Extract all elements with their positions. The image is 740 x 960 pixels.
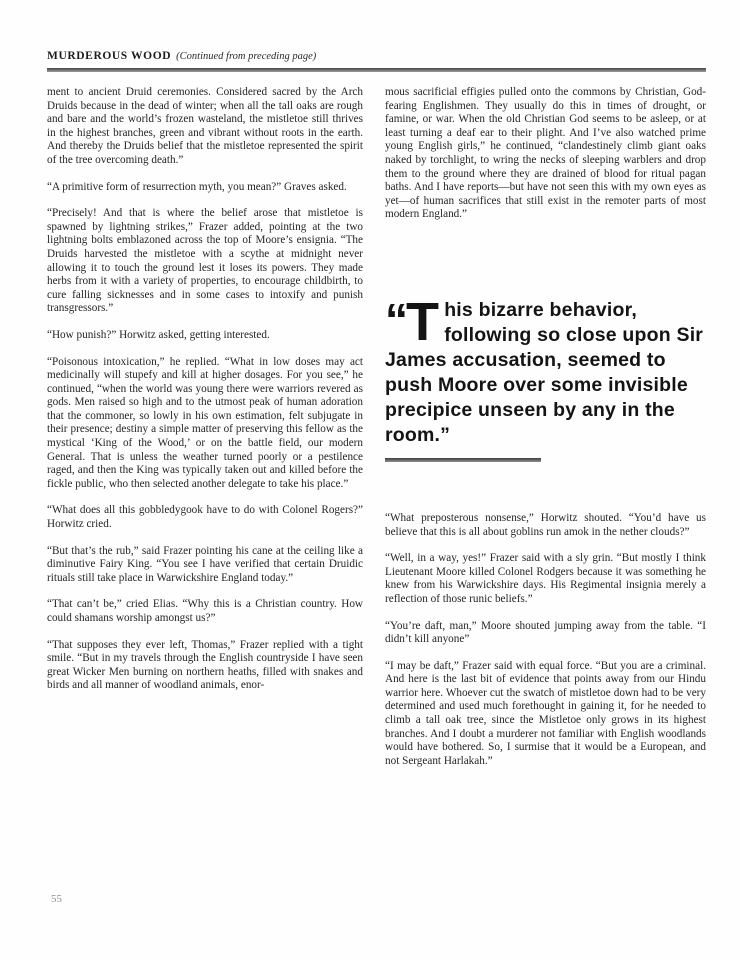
paragraph: “Poisonous intoxication,” he replied. “What in low doses may act medicinally will stupefy and kill at higher dosages. For you see,” he continued, “when the world was young there were warriors revered as gods. Men raised so high and to the utmost peak of human adoration that the commoner, so lowly in his own estimation, felt subjugate in their presence; destiny a simple matter of preserving this fellow as the mystical ‘King of the Wood,’ or on the battle field, our modern General. That is unless the weather turned poorly or a pestilence raged, and then the King was typically taken out and killed before the fickle public, who then selected another delegate to take his place.” bbox=[47, 355, 363, 490]
paragraph: “That can’t be,” cried Elias. “Why this is a Christian country. How could shamans worship amongst us?” bbox=[47, 598, 363, 624]
article-title: MURDEROUS WOOD bbox=[47, 50, 172, 62]
paragraph: ment to ancient Druid ceremonies. Considered sacred by the Arch Druids because in the dead of winter; when all the tall oaks are rough and bare and the world’s frozen wasteland, the mistletoe still thrives in the highest branches, green and vibrant without roots in the earth. And thereby the Druids belief that the mistletoe represented the spirit of the tree overcoming death.” bbox=[47, 86, 363, 166]
paragraph: “How punish?” Horwitz asked, getting interested. bbox=[47, 328, 270, 341]
paragraph: “That supposes they ever left, Thomas,” Frazer replied with a tight smile. “But in my travels through the English countryside I have seen great Wicker Men burning on northern heaths, filled with snakes and birds and all manner of woodland animals, enor- bbox=[47, 638, 363, 692]
paragraph: “What does all this gobbledygook have to do with Colonel Rogers?” Horwitz cried. bbox=[47, 504, 363, 531]
paragraph: mous sacrificial effigies pulled onto the commons by Christian, God-fearing Englishmen. They usually do this in times of drought, or famine, or war. When the old Christian God seems to be asleep, or at least turning a deaf ear to their plight. And I’ve also watched prime young English girls,” he continued, “clandestinely climb giant oaks naked by torchlight, to wring the necks of sleeping warblers and drop them to the ground where they are drained of blood for ritual pagan baths. And I have reports—but have not seen this with my own eyes as yet—of human sacrifices that still exist in the remoter parts of most modern England.” bbox=[385, 86, 706, 221]
pull-quote-body bbox=[385, 291, 706, 448]
paragraph: “You’re daft, man,” Moore shouted jumping away from the table. “I didn’t kill anyone” bbox=[385, 619, 706, 646]
pull-quote-lead bbox=[385, 291, 440, 352]
paragraph: “A primitive form of resurrection myth, you mean?” Graves asked. bbox=[47, 180, 347, 193]
right-column bbox=[385, 86, 706, 781]
page-number: 55 bbox=[51, 893, 62, 905]
pull-quote-text: his bizarre behavior, following so close upon Sir James accusation, seemed to push Moore over some invisible precipice unseen by any in the room.” bbox=[385, 298, 704, 446]
paragraph: “But that’s the rub,” said Frazer pointing his cane at the ceiling like a diminutive Fairy King. “You see I have verified that certain Druidic rituals still take place in Warwickshire England today.” bbox=[47, 544, 363, 584]
paragraph: “What preposterous nonsense,” Horwitz shouted. “You’d have us believe that this is all about goblins run amok in the nether clouds?” bbox=[385, 511, 706, 538]
paragraph: “Precisely! And that is where the belief arose that mistletoe is spawned by lightning strikes,” Frazer added, pointing at the two lightning bolts emblazoned across the top of Moore’s ensignia. “The Druids harvested the mistletoe with a scythe at midnight never allowing it to touch the ground lest it loses its powers. They made herbs from it with a variety of properties, to encourage childbirth, to cure falling sicknesses and in some cases to intoxify and punish transgressors.” bbox=[47, 207, 363, 315]
open-quote-mark: “ bbox=[385, 293, 404, 346]
paragraph: “Well, in a way, yes!” Frazer said with a sly grin. “But mostly I think Lieutenant Moore killed Colonel Rodgers because it was something he knew from his Warwickshire days. His Regimental insignia merely a reflection of those runic beliefs.” bbox=[385, 552, 706, 605]
paragraph: “I may be daft,” Frazer said with equal force. “But you are a criminal. And here is the last bit of evidence that points away from our Hindu warrior here. Whoever cut the swatch of mistletoe down had to be very determined and used much forethought in gaining it, for he needed to climb a tall oak tree, since the Mistletoe only grows in its highest branches. And I doubt a murderer not familiar with English woodlands would have bothered. So, I surmise that it would be a European, and not Sergeant Harlakah.” bbox=[385, 659, 706, 767]
two-column-body bbox=[47, 86, 706, 781]
drop-cap: T bbox=[406, 291, 440, 352]
pull-quote bbox=[385, 291, 706, 462]
left-column bbox=[47, 86, 363, 781]
pull-quote-rule bbox=[385, 458, 541, 462]
continuation-note: (Continued from preceding page) bbox=[176, 51, 317, 62]
header-rule bbox=[47, 68, 706, 72]
article-header bbox=[47, 46, 706, 72]
